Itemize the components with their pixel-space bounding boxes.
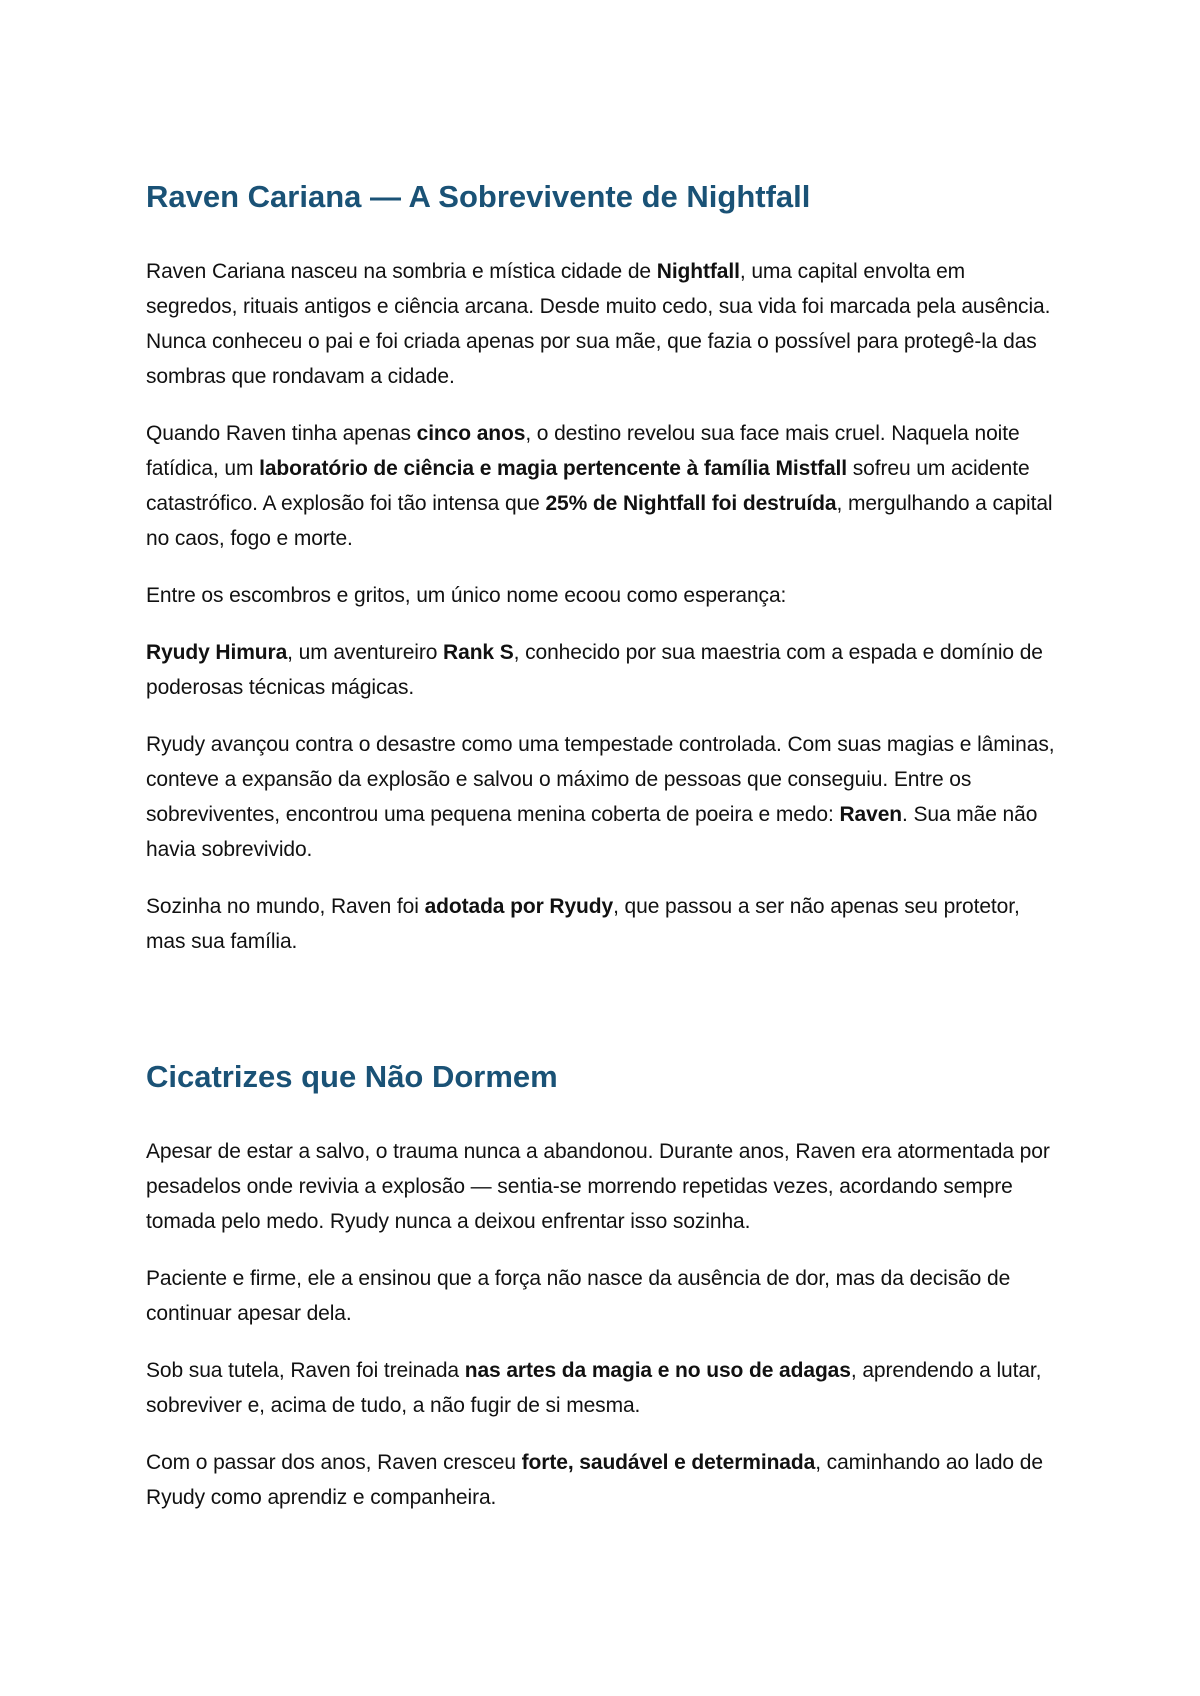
paragraph: Com o passar dos anos, Raven cresceu forte, saudável e determinada, caminhando ao lado de Ryudy como aprendiz e companheira. bbox=[146, 1451, 1043, 1509]
section-body-scars bbox=[146, 1134, 1056, 1537]
section-heading-cicatrizes: Cicatrizes que Não Dormem bbox=[146, 1059, 558, 1094]
paragraph: Quando Raven tinha apenas cinco anos, o destino revelou sua face mais cruel. Naquela noite fatídica, um laboratório de ciência e magia pertencente à família Mistfall sofreu um acidente catastrófico. A explosão foi tão intensa que 25% de Nightfall foi destruída, mergulhando a capital no caos, fogo e morte. bbox=[146, 422, 1053, 550]
bold-text: 25% de Nightfall foi destruída bbox=[545, 492, 837, 515]
bold-text: nas artes da magia e no uso de adagas bbox=[464, 1359, 851, 1382]
paragraph: Sob sua tutela, Raven foi treinada nas artes da magia e no uso de adagas, aprendendo a lutar, sobreviver e, acima de tudo, a não fugir de si mesma. bbox=[146, 1359, 1042, 1417]
paragraph: Raven Cariana nasceu na sombria e mística cidade de Nightfall, uma capital envolta em segredos, rituais antigos e ciência arcana. Desde muito cedo, sua vida foi marcada pela ausência. Nunca conheceu o pai e foi criada apenas por sua mãe, que fazia o possível para protegê-la das sombras que rondavam a cidade. bbox=[146, 260, 1051, 388]
bold-text: Ryudy Himura bbox=[146, 641, 288, 664]
bold-text: laboratório de ciência e magia pertencente à família Mistfall bbox=[259, 457, 848, 480]
paragraph: Entre os escombros e gritos, um único nome ecoou como esperança: bbox=[146, 584, 787, 607]
paragraph: Apesar de estar a salvo, o trauma nunca a abandonou. Durante anos, Raven era atormentada por pesadelos onde revivia a explosão — sentia-se morrendo repetidas vezes, acordando sempre tomada pelo medo. Ryudy nunca a deixou enfrentar isso sozinha. bbox=[146, 1140, 1050, 1233]
bold-text: adotada por Ryudy bbox=[424, 895, 614, 918]
bold-text: cinco anos bbox=[416, 422, 526, 445]
paragraph: Ryudy Himura, um aventureiro Rank S, conhecido por sua maestria com a espada e domínio de poderosas técnicas mágicas. bbox=[146, 641, 1043, 699]
paragraph: Sozinha no mundo, Raven foi adotada por Ryudy, que passou a ser não apenas seu protetor, mas sua família. bbox=[146, 895, 1020, 953]
bold-text: Rank S bbox=[443, 641, 514, 664]
bold-text: Nightfall bbox=[656, 260, 740, 283]
paragraph: Paciente e firme, ele a ensinou que a força não nasce da ausência de dor, mas da decisão de continuar apesar dela. bbox=[146, 1267, 1011, 1325]
paragraph: Ryudy avançou contra o desastre como uma tempestade controlada. Com suas magias e lâminas, conteve a expansão da explosão e salvou o máximo de pessoas que conseguiu. Entre os sobreviventes, encontrou uma pequena menina coberta de poeira e medo: Raven. Sua mãe não havia sobrevivido. bbox=[146, 733, 1055, 861]
bold-text: forte, saudável e determinada bbox=[521, 1451, 816, 1474]
section-body-origin bbox=[146, 254, 1056, 981]
bold-text: Raven bbox=[839, 803, 902, 826]
section-heading-raven-cariana: Raven Cariana — A Sobrevivente de Nightfall bbox=[146, 179, 811, 214]
